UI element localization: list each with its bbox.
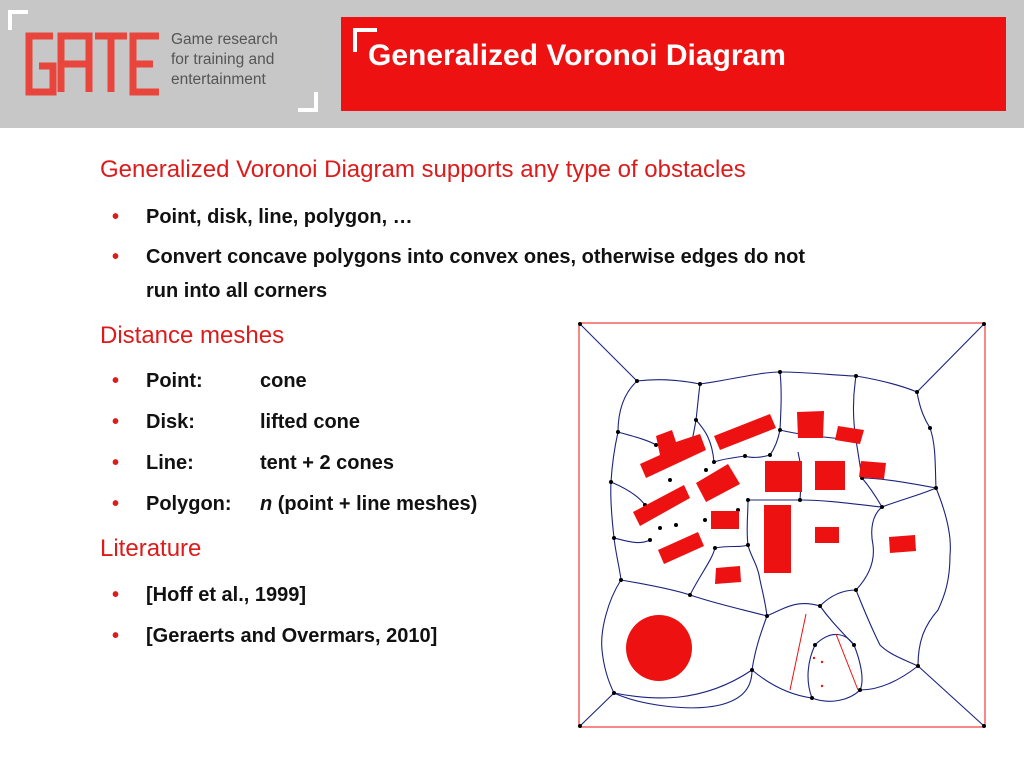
- bullet-text: Point, disk, line, polygon, …: [146, 206, 413, 228]
- mesh-value-italic: n: [260, 493, 273, 515]
- mesh-item-polygon: [112, 487, 478, 521]
- obstacle-rect: [815, 461, 845, 490]
- slide-title: Generalized Voronoi Diagram: [368, 39, 786, 72]
- logo-bracket-icon: [8, 10, 28, 30]
- mesh-item-line: [112, 446, 394, 480]
- title-box: [341, 17, 1006, 111]
- mesh-item-disk: [112, 405, 361, 439]
- bullet-icon: •: [112, 452, 120, 474]
- section-heading-literature: Literature: [100, 535, 202, 562]
- obstacle-rect: [765, 461, 802, 492]
- obstacle-rect: [815, 527, 839, 543]
- mesh-term: Line:: [146, 452, 194, 474]
- literature-item: [112, 619, 438, 653]
- voronoi-diagram-figure: [576, 320, 988, 730]
- mesh-term: Point:: [146, 370, 203, 392]
- bullet-icon: •: [112, 246, 120, 268]
- obstacle-rect: [711, 511, 739, 529]
- obstacle-polygon: [715, 566, 741, 584]
- literature-item: [112, 578, 307, 612]
- gate-logo-icon: [23, 30, 165, 98]
- bullet-text: Convert concave polygons into convex ones, otherwise edges do not: [146, 246, 806, 268]
- mesh-value: (point + line meshes): [272, 493, 478, 515]
- mesh-term: Disk:: [146, 411, 195, 433]
- bullet-icon: •: [112, 206, 120, 228]
- bullet-icon: •: [112, 625, 120, 647]
- mesh-value: lifted cone: [260, 411, 361, 433]
- bullet-icon: •: [112, 411, 120, 433]
- bullet-item-continuation: [146, 274, 327, 308]
- obstacle-polygon: [889, 535, 916, 553]
- bullet-text: run into all corners: [146, 280, 328, 302]
- logo-bracket-icon: [298, 92, 318, 112]
- section-heading-gvd: Generalized Voronoi Diagram supports any type of obstacles: [100, 156, 746, 183]
- tagline-line: Game research: [171, 31, 278, 48]
- mesh-value: cone: [260, 370, 307, 392]
- obstacle-rect: [764, 505, 791, 573]
- bullet-icon: •: [112, 493, 120, 515]
- obstacle-polygon: [797, 411, 824, 438]
- literature-text: [Geraerts and Overmars, 2010]: [146, 625, 438, 647]
- obstacle-disk: [626, 615, 692, 681]
- mesh-term: Polygon:: [146, 493, 232, 515]
- bullet-icon: •: [112, 370, 120, 392]
- section-heading-meshes: Distance meshes: [100, 322, 285, 349]
- mesh-value: tent + 2 cones: [260, 452, 394, 474]
- gate-logo: [8, 10, 324, 114]
- mesh-item-point: [112, 364, 307, 398]
- tagline-line: for training and: [171, 51, 275, 68]
- logo-tagline: [171, 30, 321, 90]
- tagline-line: entertainment: [171, 71, 266, 88]
- bullet-item: [112, 200, 413, 234]
- bullet-item: [112, 240, 806, 274]
- literature-text: [Hoff et al., 1999]: [146, 584, 307, 606]
- bullet-icon: •: [112, 584, 120, 606]
- obstacle-polygon: [859, 461, 886, 479]
